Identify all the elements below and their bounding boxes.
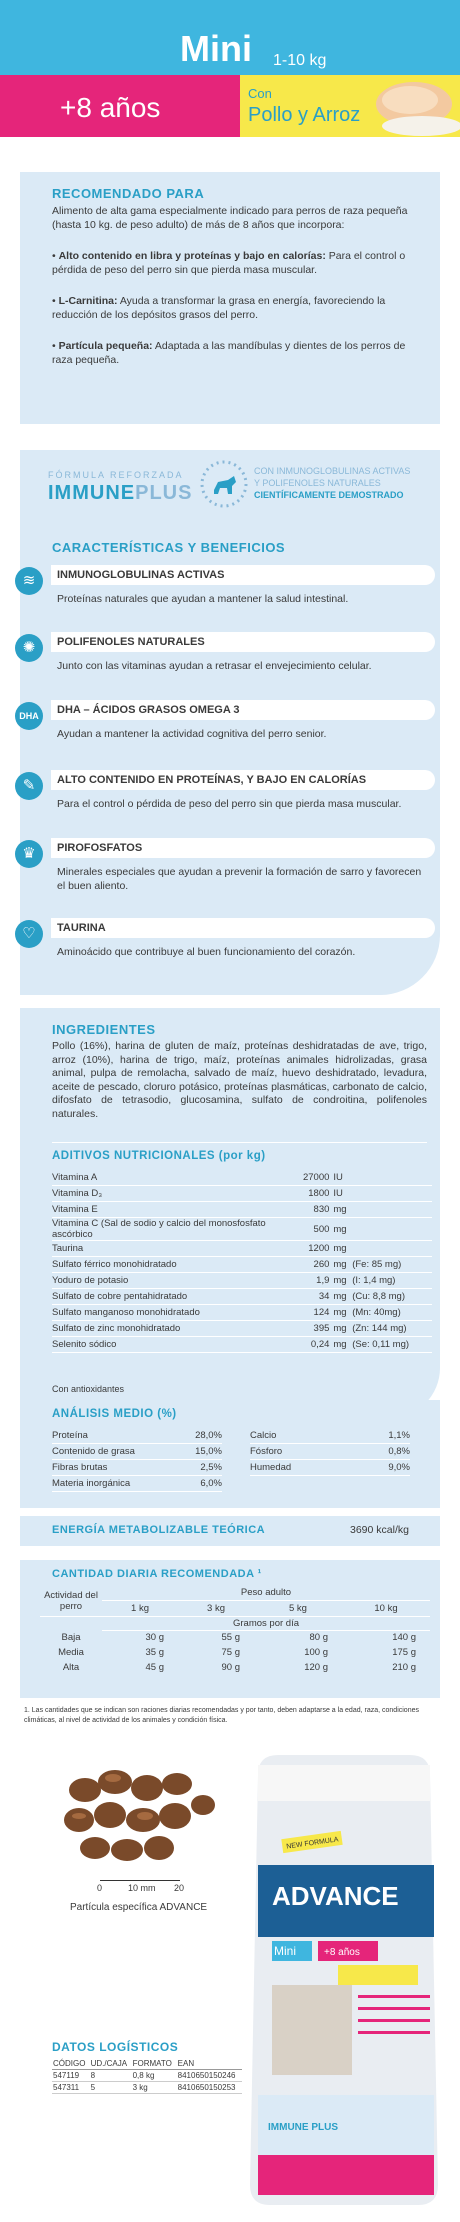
logistics-cell: 5: [90, 2082, 132, 2094]
benefit-text: Minerales especiales que ayudan a prevenir la formación de sarro y favorecen el buen aliento.: [57, 866, 422, 892]
additive-note: (Zn: 144 mg): [352, 1321, 432, 1337]
additive-note: [352, 1241, 432, 1257]
energy-title: ENERGÍA METABOLIZABLE TEÓRICA: [52, 1524, 266, 1536]
analysis-label: Calcio: [250, 1428, 355, 1444]
additive-row: [52, 1202, 432, 1218]
analysis-label: Proteína: [52, 1428, 180, 1444]
additive-note: [352, 1202, 432, 1218]
additive-note: (Se: 0,11 mg): [352, 1337, 432, 1353]
additive-unit: mg: [329, 1202, 352, 1218]
analysis-value: 1,1%: [355, 1428, 410, 1444]
tooth-icon: ♛: [15, 840, 43, 868]
additive-unit: mg: [329, 1241, 352, 1257]
additive-note: (Cu: 8,8 mg): [352, 1289, 432, 1305]
immune-brand-a: IMMUNE: [48, 482, 136, 504]
benefit-text: Ayudan a mantener la actividad cognitiva del perro senior.: [57, 728, 327, 740]
amount-row: [40, 1630, 430, 1645]
additive-unit: mg: [329, 1257, 352, 1273]
logistics-cell: 547119: [52, 2070, 90, 2082]
bag-line: Mini: [274, 1944, 297, 1958]
additive-value: 34: [288, 1289, 330, 1305]
additive-row: [52, 1289, 432, 1305]
kibble-image: [55, 1760, 225, 1870]
logistics-cell: 8410650150253: [177, 2082, 242, 2094]
immune-line2: Y POLIFENOLES NATURALES: [254, 478, 381, 488]
item-bold: L-Carnitina:: [58, 295, 118, 307]
product-weight: 1-10 kg: [273, 52, 327, 69]
amount-value: 210 g: [392, 1662, 416, 1673]
cells-icon: ✺: [15, 634, 43, 662]
activity-level: Media: [58, 1647, 84, 1658]
item-bold: Partícula pequeña:: [58, 340, 153, 352]
additive-note: (Mn: 40mg): [352, 1305, 432, 1321]
scale-bar: [100, 1880, 180, 1881]
additive-unit: mg: [329, 1305, 352, 1321]
logistics-cell: 3 kg: [132, 2082, 177, 2094]
chicken-rice-image: [352, 74, 460, 137]
footnote: 1. Las cantidades que se indican son raciones diarias recomendadas y por tanto, deben adaptarse a la edad, raza, condiciones climáticas, al nivel de actividad de los animales y condición física.: [24, 1707, 419, 1724]
additive-name: Vitamina D₃: [52, 1186, 288, 1202]
flavor-label: Pollo y Arroz: [248, 104, 361, 126]
additive-row: [52, 1257, 432, 1273]
additive-row: [52, 1218, 432, 1241]
additive-row: [52, 1241, 432, 1257]
additive-unit: mg: [329, 1273, 352, 1289]
analysis-row: [52, 1428, 222, 1444]
analysis-row: [250, 1428, 410, 1444]
analysis-label: Fósforo: [250, 1444, 355, 1460]
benefit-text: Aminoácido que contribuye al buen funcionamiento del corazón.: [57, 946, 356, 958]
analysis-value: 28,0%: [180, 1428, 222, 1444]
additive-note: [352, 1218, 432, 1241]
activity-level: Baja: [61, 1632, 81, 1643]
daily-amount-title: CANTIDAD DIARIA RECOMENDADA ¹: [52, 1568, 262, 1580]
analysis-row: [250, 1460, 410, 1476]
energy-value: 3690 kcal/kg: [350, 1524, 409, 1536]
particle-label: Partícula específica ADVANCE: [70, 1902, 208, 1913]
heart-icon: ♡: [15, 920, 43, 948]
amount-value: 75 g: [221, 1647, 240, 1658]
additive-name: Sulfato manganoso monohidratado: [52, 1305, 288, 1321]
divider: [52, 1142, 427, 1143]
benefit-text: Para el control o pérdida de peso del perro sin que pierda masa muscular.: [57, 798, 402, 810]
additive-row: [52, 1170, 432, 1186]
additives-table: [52, 1170, 432, 1353]
immune-brand-b: PLUS: [135, 482, 193, 504]
additive-unit: mg: [329, 1321, 352, 1337]
amount-value: 45 g: [145, 1662, 164, 1673]
benefit-title: PIROFOSFATOS: [51, 838, 435, 858]
additive-note: [352, 1186, 432, 1202]
immune-line3: CIENTÍFICAMENTE DEMOSTRADO: [254, 490, 404, 500]
bag-badge: NEW FORMULA: [285, 1836, 339, 1851]
amount-value: 120 g: [304, 1662, 328, 1673]
analysis-label: Materia inorgánica: [52, 1476, 180, 1492]
benefits-panel: [20, 450, 440, 995]
logistics-cell: 0,8 kg: [132, 2070, 177, 2082]
benefit-title: DHA – ÁCIDOS GRASOS OMEGA 3: [51, 700, 435, 720]
ingredients-text: Pollo (16%), harina de gluten de maíz, proteínas deshidratadas de ave, trigo, arroz (10%), harina de trigo, maíz, proteínas animales hidrolizadas, grasa animal, pulpa de remolacha, salvado de maíz, huevo deshidratado, levadura, aceite de pescado, cloruro potásico, proteínas plasmáticas, carbonato de calcio, difosfato de tetrasodio, glucosamina, sulfato de condroitina, polifenoles naturales.: [52, 1040, 427, 1120]
bag-brand: ADVANCE: [272, 1881, 399, 1911]
additive-unit: IU: [329, 1186, 352, 1202]
recommended-item: • L-Carnitina: Ayuda a transformar la grasa en energía, favoreciendo la reducción de los depósitos grasos del perro.: [52, 295, 386, 321]
activity-level: Alta: [62, 1662, 80, 1673]
analysis-row: [250, 1444, 410, 1460]
additive-value: 1,9: [288, 1273, 330, 1289]
amount-value: 55 g: [221, 1632, 240, 1644]
additive-name: Sulfato férrico monohidratado: [52, 1257, 288, 1273]
analysis-row: [52, 1476, 222, 1492]
additive-note: (Fe: 85 mg): [352, 1257, 432, 1273]
additive-value: 260: [288, 1257, 330, 1273]
immune-line1: CON INMUNOGLOBULINAS ACTIVAS: [254, 466, 411, 476]
additive-value: 1200: [288, 1241, 330, 1257]
analysis-table-right: [250, 1428, 410, 1476]
benefit-text: Junto con las vitaminas ayudan a retrasar el envejecimiento celular.: [57, 660, 372, 672]
recommended-title: RECOMENDADO PARA: [52, 186, 205, 201]
analysis-table-left: [52, 1428, 222, 1492]
flavor-prefix: Con: [248, 86, 272, 101]
amount-row: [40, 1660, 430, 1675]
benefit-title: POLIFENOLES NATURALES: [51, 632, 435, 652]
additive-value: 395: [288, 1321, 330, 1337]
additive-name: Vitamina A: [52, 1170, 288, 1186]
additive-row: [52, 1321, 432, 1337]
logistics-row: [52, 2082, 242, 2094]
additive-unit: mg: [329, 1337, 352, 1353]
grams-header: Gramos por día: [102, 1616, 430, 1630]
logistics-header: FORMATO: [132, 2058, 177, 2070]
additive-row: [52, 1337, 432, 1353]
weight-header: 1 kg: [102, 1600, 178, 1616]
recommended-item: • Partícula pequeña: Adaptada a las mandíbulas y dientes de los perros de raza pequeña.: [52, 340, 406, 366]
additive-note: (I: 1,4 mg): [352, 1273, 432, 1289]
immune-formula: FÓRMULA REFORZADA: [48, 470, 184, 480]
logistics-cell: 8410650150246: [177, 2070, 242, 2082]
recommended-intro: Alimento de alta gama especialmente indicado para perros de raza pequeña (hasta 10 kg. de peso adulto) de más de 8 años que incorpora:: [52, 205, 408, 231]
logistics-cell: 547311: [52, 2082, 90, 2094]
bag-immune: IMMUNE PLUS: [268, 2122, 338, 2133]
analysis-label: Contenido de grasa: [52, 1444, 180, 1460]
logistics-header: UD./CAJA: [90, 2058, 132, 2070]
antioxidants-note: Con antioxidantes: [52, 1384, 125, 1394]
logistics-row: [52, 2070, 242, 2082]
additive-value: 124: [288, 1305, 330, 1321]
ingredients-title: INGREDIENTES: [52, 1022, 156, 1037]
amount-value: 140 g: [392, 1632, 416, 1644]
analysis-value: 2,5%: [180, 1460, 222, 1476]
additive-row: [52, 1273, 432, 1289]
logistics-title: DATOS LOGÍSTICOS: [52, 2040, 179, 2054]
scale-20: 20: [174, 1883, 185, 1893]
benefit-title: ALTO CONTENIDO EN PROTEÍNAS, Y BAJO EN CALORÍAS: [51, 770, 435, 790]
intestine-icon: ≋: [15, 567, 43, 595]
age-label: +8 años: [60, 92, 161, 123]
item-text: Adaptada a las mandíbulas y dientes de los perros de raza pequeña.: [52, 340, 406, 366]
item-text: Para el control o pérdida de peso del perro sin que pierda masa muscular.: [52, 250, 406, 276]
analysis-value: 6,0%: [180, 1476, 222, 1492]
additive-name: Yoduro de potasio: [52, 1273, 288, 1289]
scale-0: 0: [97, 1883, 103, 1893]
benefit-text: Proteínas naturales que ayudan a mantener la salud intestinal.: [57, 593, 349, 605]
brain-icon: DHA: [15, 702, 43, 730]
logistics-table: [52, 2058, 242, 2094]
immune-brand: [48, 482, 192, 505]
amount-value: 80 g: [309, 1632, 328, 1644]
additive-name: Sulfato de zinc monohidratado: [52, 1321, 288, 1337]
analysis-row: [52, 1444, 222, 1460]
amount-value: 100 g: [304, 1647, 328, 1658]
benefit-title: TAURINA: [51, 918, 435, 938]
benefit-title: INMUNOGLOBULINAS ACTIVAS: [51, 565, 435, 585]
analysis-label: Fibras brutas: [52, 1460, 180, 1476]
muscle-icon: ✎: [15, 772, 43, 800]
item-text: Ayuda a transformar la grasa en energía, favoreciendo la reducción de los depósitos grasos del perro.: [52, 295, 386, 321]
additive-row: [52, 1186, 432, 1202]
benefits-title: CARACTERÍSTICAS Y BENEFICIOS: [52, 540, 286, 555]
analysis-label: Humedad: [250, 1460, 355, 1476]
amount-value: 90 g: [221, 1662, 240, 1673]
analysis-title: ANÁLISIS MEDIO (%): [52, 1408, 177, 1420]
additive-name: Vitamina C (Sal de sodio y calcio del monosfosfato ascórbico: [52, 1218, 288, 1241]
product-title: Mini: [180, 28, 252, 69]
logistics-cell: 8: [90, 2070, 132, 2082]
weight-header: 5 kg: [254, 1600, 342, 1616]
additive-name: Taurina: [52, 1241, 288, 1257]
additive-name: Sulfato de cobre pentahidratado: [52, 1289, 288, 1305]
additive-name: Vitamina E: [52, 1202, 288, 1218]
weight-header: 10 kg: [342, 1600, 430, 1616]
scale-10: 10 mm: [128, 1883, 156, 1893]
additive-value: 830: [288, 1202, 330, 1218]
product-bag-image: [238, 1745, 450, 2215]
amount-value: 175 g: [392, 1647, 416, 1658]
logistics-header: CÓDIGO: [52, 2058, 90, 2070]
additive-value: 500: [288, 1218, 330, 1241]
additive-unit: mg: [329, 1289, 352, 1305]
adult-weight-header: Peso adulto: [102, 1586, 430, 1600]
additive-row: [52, 1305, 432, 1321]
analysis-value: 15,0%: [180, 1444, 222, 1460]
amount-row: [40, 1645, 430, 1660]
bag-age: +8 años: [324, 1947, 360, 1958]
amount-value: 35 g: [145, 1647, 164, 1658]
daily-amount-table: [40, 1586, 430, 1675]
additive-value: 0,24: [288, 1337, 330, 1353]
additive-value: 27000: [288, 1170, 330, 1186]
logistics-header: EAN: [177, 2058, 242, 2070]
additives-title: ADITIVOS NUTRICIONALES (por kg): [52, 1150, 266, 1162]
item-bold: Alto contenido en libra y proteínas y bajo en calorías:: [58, 250, 326, 262]
immune-dog-icon: [200, 460, 248, 508]
additive-note: [352, 1170, 432, 1186]
additive-unit: IU: [329, 1170, 352, 1186]
additive-name: Selenito sódico: [52, 1337, 288, 1353]
analysis-value: 9,0%: [355, 1460, 410, 1476]
activity-header: Actividad del perro: [40, 1586, 102, 1616]
additive-value: 1800: [288, 1186, 330, 1202]
recommended-item: • Alto contenido en libra y proteínas y bajo en calorías: Para el control o pérdida de peso del perro sin que pierda masa muscular.: [52, 250, 406, 276]
additive-unit: mg: [329, 1218, 352, 1241]
analysis-row: [52, 1460, 222, 1476]
analysis-value: 0,8%: [355, 1444, 410, 1460]
amount-value: 30 g: [145, 1632, 164, 1644]
weight-header: 3 kg: [178, 1600, 254, 1616]
